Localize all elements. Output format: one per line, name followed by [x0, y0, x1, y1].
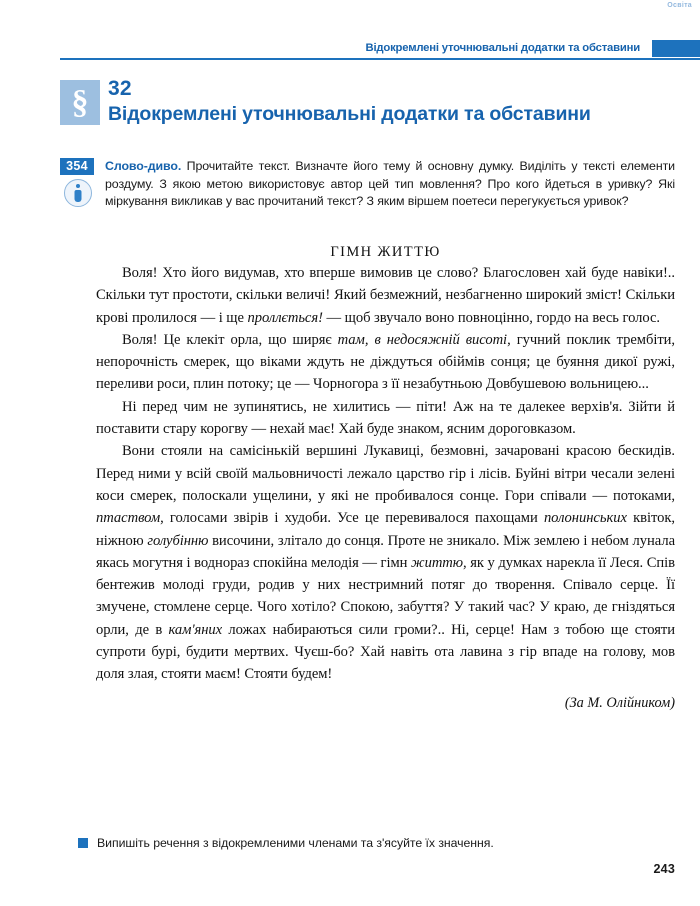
passage-paragraph [96, 396, 675, 441]
running-head [60, 34, 700, 58]
passage-attribution: (За М. Олійником) [564, 694, 675, 711]
info-icon [64, 179, 92, 207]
passage-body [96, 262, 675, 686]
passage-text: Воля! Це клекіт орла, що ширяє [122, 331, 338, 348]
passage-title: ГІМН ЖИТТЮ [330, 244, 441, 260]
page-title: Відокремлені уточнювальні додатки та обставини [108, 103, 591, 125]
page-number: 243 [653, 862, 675, 876]
square-bullet-icon [78, 838, 88, 848]
exercise-lead-label: Слово-диво. [105, 159, 182, 173]
running-head-rule [60, 58, 700, 60]
passage-paragraph [96, 440, 675, 685]
emphasized-text: проллється! [247, 309, 323, 326]
task-line [78, 835, 675, 851]
paragraph-sign-icon: § [60, 80, 100, 125]
running-head-title: Відокремлені уточнювальні додатки та обставини [365, 42, 640, 54]
emphasized-text: голубінню [147, 532, 209, 549]
passage-text: , гучний поклик трембіти, непорочність смерек, що віками ждуть не діждуться обіймів сонця; це буяння дикої ружі, переливи роси, плин потоку; це — Чорногора з її незабутньою Довбушевою вольницею... [96, 331, 676, 393]
exercise-gutter [60, 158, 98, 207]
emphasized-text: птаством [96, 510, 161, 527]
passage-text: — щоб звучало воно повноцінно, гордо на весь голос. [322, 309, 661, 326]
section-number: 32 [108, 77, 132, 100]
passage-text: височини, злітало до сонця. Проте не зникало. Між землею і небом лунала якась могутня і воднораз спокійна мелодія — гімн [96, 532, 675, 571]
passage-paragraph [96, 329, 675, 396]
emphasized-text: кам'яних [168, 621, 223, 638]
passage-text: Вони стояли на самісінькій вершині Лукавиці, безмовні, зачаровані красою бескидів. Перед ними у всій своїй мальовничості лежало царство гір і лісів. Буйні вітри чесали зелені коси смерек, полоскали ущелини, у які не пробивалося сонце. Гори співали — потоками, [96, 443, 675, 504]
passage-text: ложах набираються сили громи?.. Ні, серце! Нам з тобою ще стояти супроти бурі, будити мертвих. Чуєш-бо? Хай навіть ота лавина з гір впаде на голову, мов доля злая, стояти маєм! Стояти будем! [96, 621, 675, 683]
exercise-number-badge: 354 [60, 158, 94, 175]
passage-text: квіток, ніжною [96, 510, 676, 549]
exercise-block [60, 158, 675, 211]
exercise-instructions [105, 158, 675, 211]
task-text: Випишіть речення з відокремленими членами та з'ясуйте їх значення. [97, 836, 494, 850]
passage-text: Ні перед чим не зупинятись, не хилитись — піти! Аж на те далекее верхів'я. Зійти й поставити стару корогву — нехай має! Хай буде знаком, ясним дороговказом. [96, 398, 675, 438]
passage-text: , як у думках нарекла її Леся. Спів бентежив молоді груди, родив у них нестримний потяг до творення. Співало серце. Її змучене, стомлене серце. Чого хотіло? Спокою, забуття? У такий час? У краю, де гніздяться орли, де в [96, 554, 676, 638]
section-heading [60, 78, 675, 126]
running-head-tab [652, 40, 700, 57]
passage-text: , голосами звірів і худоби. Усе це перевивалося пахощами [160, 510, 544, 527]
reading-passage [96, 243, 675, 712]
emphasized-text: полонинських [543, 510, 627, 527]
passage-paragraph [96, 262, 675, 329]
info-icon-dot [76, 184, 80, 188]
passage-text: Воля! Хто його видумав, хто вперше вимовив це слово? Благословен хай буде навіки!.. Скільки тут простоти, скільки величі! Який безмежний, незбагненно широкий зміст! Скільки крові пролилося — і ще [96, 265, 675, 326]
emphasized-text: життю [411, 554, 464, 571]
emphasized-text: там, в недосяжній висоті [337, 331, 508, 348]
publisher-watermark: Освіта [667, 2, 692, 9]
exercise-instruction-text: Прочитайте текст. Визначте його тему й основну думку. Виділіть у тексті елементи роздуму. З якою метою використовує автор цей тип мовлення? Про кого йдеться в уривку? Які міркування викликав у вас прочитаний текст? З яким віршем поетеси перегукується уривок? [105, 159, 675, 209]
info-icon-stem [75, 190, 82, 202]
